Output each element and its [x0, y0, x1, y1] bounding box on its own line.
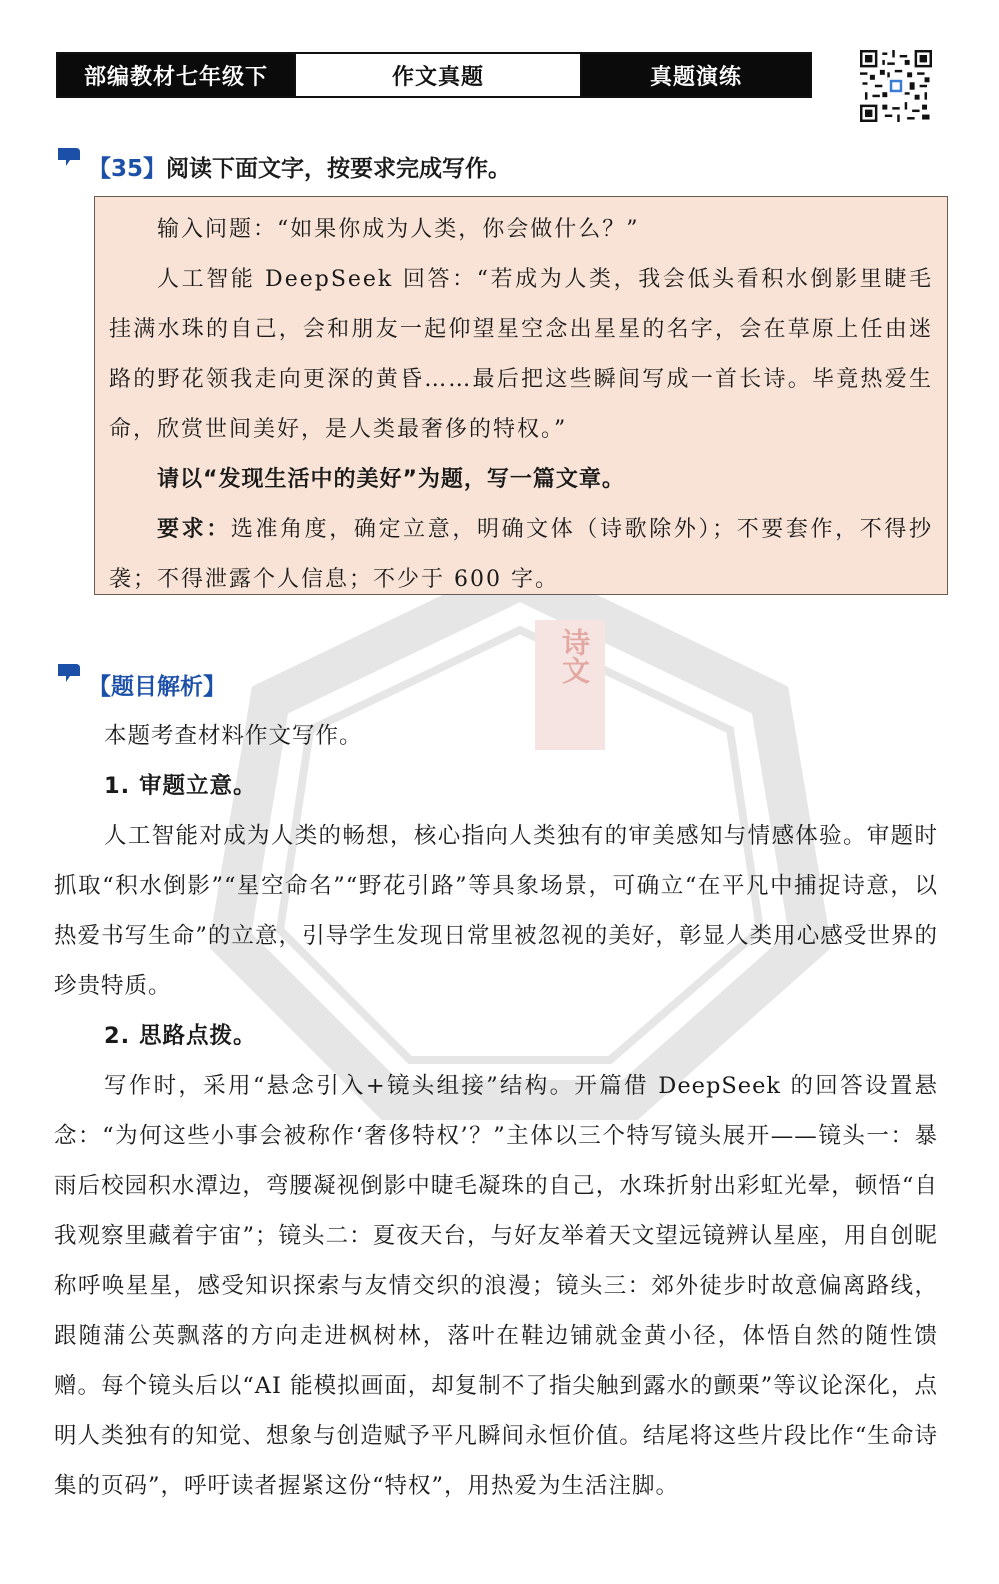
question-heading [88, 150, 511, 183]
prompt-box [94, 196, 948, 595]
analysis-heading [88, 668, 226, 701]
header-category-label: 作文真题 [294, 54, 582, 96]
prompt-task: 请以“发现生活中的美好”为题，写一篇文章。 [157, 467, 625, 492]
bookmark-icon [56, 146, 82, 168]
analysis-body [54, 711, 938, 1511]
header-practice-label: 真题演练 [582, 54, 810, 96]
prompt-question: 输入问题：“如果你成为人类，你会做什么？” [157, 217, 640, 242]
question-instruction: 阅读下面文字，按要求完成写作。 [166, 156, 512, 182]
bookmark-icon [56, 662, 82, 684]
requirement-text: 选准角度，确定立意，明确文体（诗歌除外）；不要套作，不得抄袭；不得泄露个人信息；不少于 600 字。 [109, 517, 933, 592]
prompt-requirement [109, 505, 933, 605]
analysis-title: 【题目解析】 [88, 674, 226, 700]
section-1-title: 1. 审题立意。 [104, 773, 257, 799]
requirement-label: 要求： [157, 517, 231, 542]
prompt-ai-answer: 人工智能 DeepSeek 回答：“若成为人类，我会低头看积水倒影里睫毛挂满水珠的自己，会和朋友一起仰望星空念出星星的名字，会在草原上任由迷路的野花领我走向更深的黄昏……最后把这些瞬间写成一首长诗。毕竟热爱生命，欣赏世间美好，是人类最奢侈的特权。” [109, 267, 933, 442]
qr-code-icon [860, 50, 932, 122]
question-number: 【35】 [88, 156, 167, 182]
section-2-text: 写作时，采用“悬念引入+镜头组接”结构。开篇借 DeepSeek 的回答设置悬念：“为何这些小事会被称作‘奢侈特权’？”主体以三个特写镜头展开——镜头一：暴雨后校园积水潭边，弯腰凝视倒影中睫毛凝珠的自己，水珠折射出彩虹光晕，顿悟“自我观察里藏着宇宙”；镜头二：夏夜天台，与好友举着天文望远镜辨认星座，用自创昵称呼唤星星，感受知识探索与友情交织的浪漫；镜头三：郊外徒步时故意偏离路线，跟随蒲公英飘落的方向走进枫树林，落叶在鞋边铺就金黄小径，体悟自然的随性馈赠。每个镜头后以“AI 能模拟画面，却复制不了指尖触到露水的颤栗”等议论深化，点明人类独有的知觉、想象与创造赋予平凡瞬间永恒价值。结尾将这些片段比作“生命诗集的页码”，呼吁读者握紧这份“特权”，用热爱为生活注脚。 [54, 1073, 938, 1499]
section-1-text: 人工智能对成为人类的畅想，核心指向人类独有的审美感知与情感体验。审题时抓取“积水倒影”“星空命名”“野花引路”等具象场景，可确立“在平凡中捕捉诗意，以热爱书写生命”的立意，引导学生发现日常里被忽视的美好，彰显人类用心感受世界的珍贵特质。 [54, 823, 938, 999]
section-2-title: 2. 思路点拨。 [104, 1023, 257, 1049]
header-bar [56, 52, 812, 98]
watermark-seal-text: 诗文 [558, 628, 591, 684]
header-grade-label: 部编教材七年级下 [58, 54, 294, 96]
analysis-intro: 本题考查材料作文写作。 [104, 723, 363, 749]
